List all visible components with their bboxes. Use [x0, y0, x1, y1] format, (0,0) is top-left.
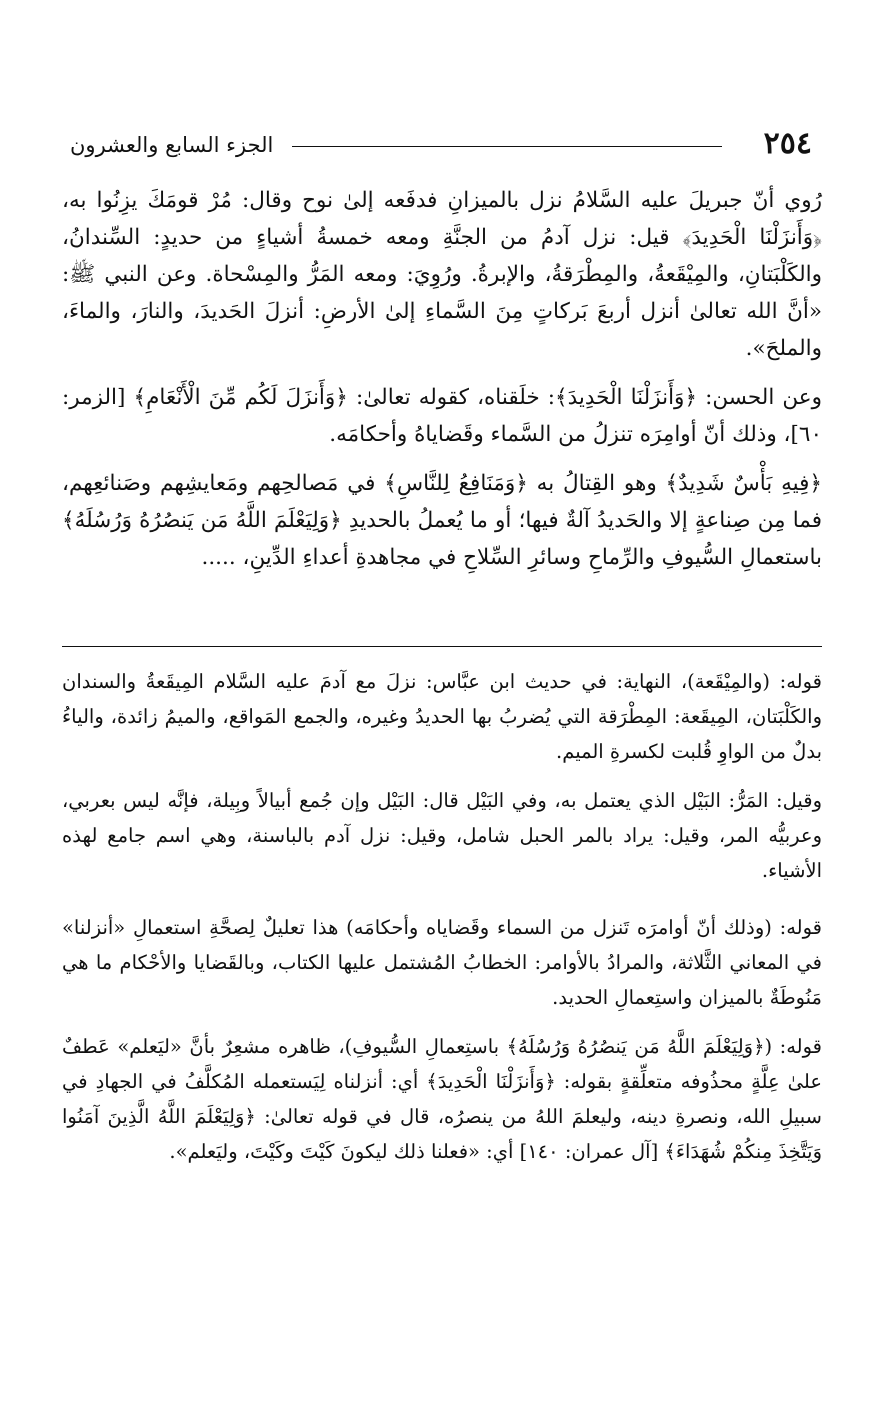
footnote-divider	[62, 646, 822, 647]
main-paragraph: وعن الحسن: ﴿وَأَنزَلْنَا الْحَدِيدَ﴾: خلَقناه، كقوله تعالىٰ: ﴿وَأَنزَلَ لَكُم مِّنَ الْأَنْعَامِ﴾ [الزمر: ٦٠]، وذلك أنّ أوامِرَه تنزلُ من السَّماء وقَضاياهُ وأحكامَه.	[62, 385, 822, 447]
header-rule	[292, 146, 722, 147]
page-number: ٢٥٤	[763, 126, 812, 161]
note-paragraph: قوله: (وذلك أنّ أوامرَه تَنزل من السماء وقَضاياه وأحكامَه) هذا تعليلٌ لِصحَّةِ استعمالِ «أنزلنا» في المعاني الثَّلاثة، والمرادُ بالأوامر: الخطابُ المُشتمل عليها الكتاب، وبالقَضايا والأحْكام ما هي مَنُوطَةٌ بالميزان واستِعمالِ الحديد.	[62, 916, 822, 1009]
note-paragraph: قوله: (والمِيْقَعة)، النهاية: في حديث ابن عبَّاس: نزلَ مع آدمَ عليه السَّلام المِيقَعةُ والسندان والكَلْبَتان، المِيقَعة: المِطْرَقة التي يُضربُ بها الحديدُ وغيره، والجمع المَواقع، والميمُ زائدة، والياءُ بدلٌ من الواوِ قُلبت لكسرةِ الميم.	[62, 670, 822, 763]
main-paragraph: ﴿فِيهِ بَأْسٌ شَدِيدٌ﴾ وهو القِتالُ به ﴿وَمَنَافِعُ لِلنَّاسِ﴾ في مَصالحِهم ومَعايشِهم وصَنائعِهم، فما مِن صِناعةٍ إلا والحَديدُ آلةٌ فيها؛ أو ما يُعملُ بالحديدِ ﴿وَلِيَعْلَمَ اللَّهُ مَن يَنصُرُهُ وَرُسُلَهُ﴾ باستعمالِ السُّيوفِ والرِّماحِ وسائرِ السِّلاحِ في مجاهدةِ أعداءِ الدِّينِ، .....	[62, 471, 822, 570]
running-title: الجزء السابع والعشرون	[70, 133, 274, 157]
main-text	[62, 182, 822, 588]
main-paragraph: رُوي أنّ جبريلَ عليه السَّلامُ نزل بالميزانِ فدفَعه إلىٰ نوح وقال: مُرْ قومَكَ يزِنُوا به، ﴿وَأَنزَلْنَا الْحَدِيدَ﴾ قيل: نزل آدمُ من الجنَّةِ ومعه خمسةُ أشياءٍ من حديدٍ: السِّندانُ، والكَلْبَتانِ، والمِيْقَعةُ، والمِطْرَقةُ، والإبرةُ. ورُوِيَ: ومعه المَرُّ والمِسْحاة. وعن النبي ﷺ: «أنَّ الله تعالىٰ أنزل أربعَ بَركاتٍ مِنَ السَّماءِ إلىٰ الأرضِ: أنزلَ الحَديدَ، والنارَ، والماءَ، والملحَ».	[62, 188, 822, 361]
note-paragraph: قوله: (﴿وَلِيَعْلَمَ اللَّهُ مَن يَنصُرُهُ وَرُسُلَهُ﴾ باستِعمالِ السُّيوفِ)، ظاهره مشعِرٌ بأنَّ «ليَعلم» عَطفٌ علىٰ عِلَّةٍ محذُوفه متعلِّقةٍ بقوله: ﴿وَأَنزَلْنَا الْحَدِيدَ﴾ أي: أنزلناه لِيَستعمله المُكلَّفُ في الجهادِ في سبيلِ الله، ونصرةِ دينه، وليعلمَ اللهُ من ينصرُه، قال في قوله تعالىٰ: ﴿وَلِيَعْلَمَ اللَّهُ الَّذِينَ آمَنُوا وَيَتَّخِذَ مِنكُمْ شُهَدَاءَ﴾ [آل عمران: ١٤٠] أي: «فعلنا ذلك ليكونَ كَيْتَ وكَيْتَ، وليَعلم».	[62, 1035, 822, 1163]
page-header	[62, 124, 822, 168]
note-paragraph: وقيل: المَرُّ: البَيْل الذي يعتمل به، وفي البَيْل قال: البَيْل وإن جُمع أبيالاً وبِيلة، فإنَّه ليس بعربي، وعربيُّه المر، وقيل: يراد بالمر الحبل شامل، وقيل: نزل آدم بالباسنة، وهي اسم جامع لهذه الأشياء.	[62, 789, 822, 882]
commentary	[62, 664, 822, 1183]
page	[62, 0, 822, 1404]
